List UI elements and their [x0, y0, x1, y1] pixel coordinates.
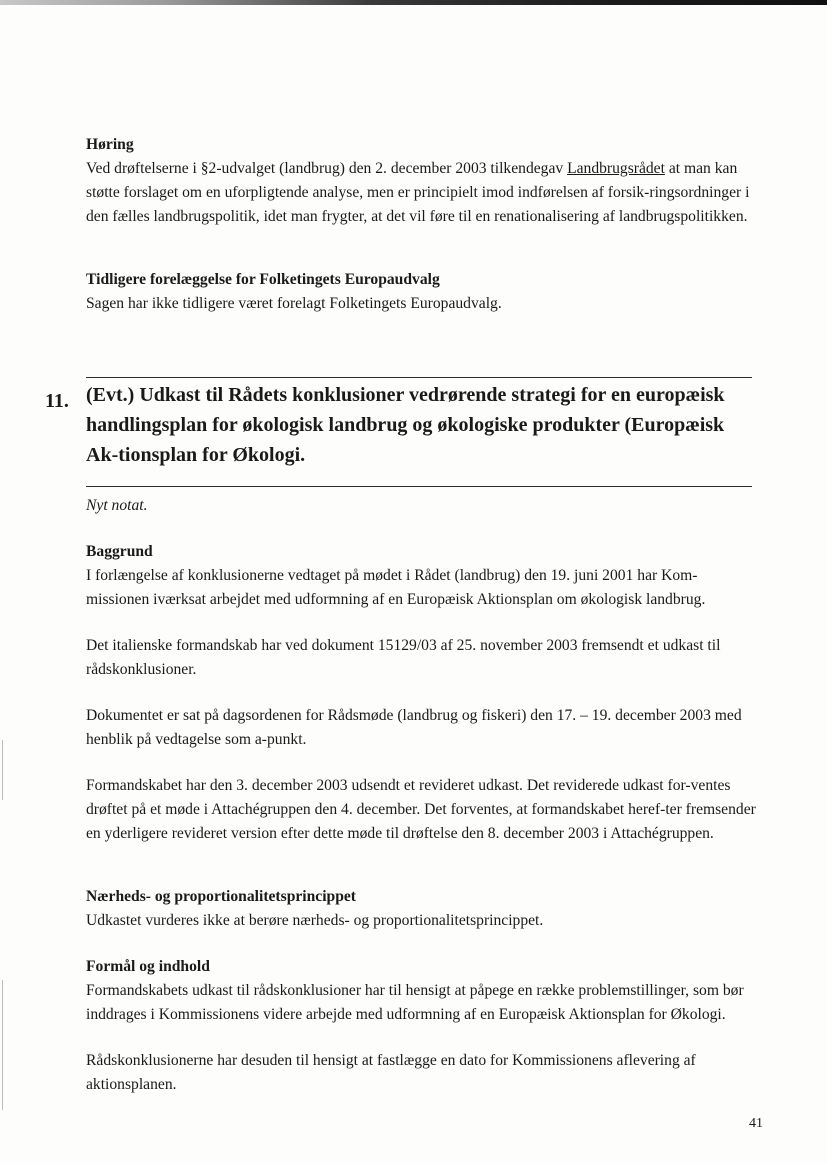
paragraph: Det italienske formandskab har ved dokument 15129/03 af 25. november 2003 fremsendt et udkast til rådskonklusioner.	[86, 637, 721, 678]
item-title-block	[86, 380, 756, 470]
scan-margin-mark	[2, 980, 3, 1110]
section-heading: Formål og indhold	[86, 958, 210, 975]
section-text	[86, 157, 756, 229]
organisation-link-text: Landbrugsrådet	[567, 160, 665, 177]
page-number: 41	[749, 1116, 763, 1131]
paragraph: Rådskonklusionerne har desuden til hensigt at fastlægge en dato for Kommissionens aflevering af aktionsplanen.	[86, 1052, 696, 1093]
section-heading: Tidligere forelæggelse for Folketingets Europaudvalg	[86, 271, 440, 288]
section-text: Udkastet vurderes ikke at berøre nærheds- og proportionalitetsprincippet.	[86, 912, 544, 929]
paragraph: I forlængelse af konklusionerne vedtaget på mødet i Rådet (landbrug) den 19. juni 2001 har Kom-missionen iværksat arbejdet med udformning af en Europæisk Aktionsplan om økologisk landbrug.	[86, 567, 706, 608]
section-formaal	[86, 955, 756, 1097]
text-segment: Ved drøftelserne i §2-udvalget (landbrug) den 2. december 2003 tilkendegav	[86, 160, 568, 177]
paragraph: Dokumentet er sat på dagsordenen for Rådsmøde (landbrug og fiskeri) den 17. – 19. december 2003 med henblik på vedtagelse som a-punkt.	[86, 707, 742, 748]
item-title: (Evt.) Udkast til Rådets konklusioner vedrørende strategi for en europæisk handlingsplan for økologisk landbrug og økologiske produkter (Europæisk Ak-tionsplan for Økologi.	[86, 384, 725, 466]
text-segment: at man kan støtte forslaget om en uforpligtende analyse, men er principielt imod indførelsen af forsik-ringsordninger i den fælles landbrugspolitik, idet man frygter, at det vil føre til en renationalisering af landbrugspolitikken.	[86, 160, 750, 225]
section-tidligere	[86, 268, 756, 316]
item-note: Nyt notat.	[86, 497, 148, 514]
paragraph: Formandskabets udkast til rådskonklusioner har til hensigt at påpege en række problemstillinger, som bør inddrages i Kommissionens videre arbejde med udformning af en Europæisk Aktionsplan for Økologi.	[86, 982, 744, 1023]
scan-edge	[0, 0, 827, 5]
item-number: 11.	[45, 390, 69, 412]
scan-margin-mark	[2, 740, 3, 800]
section-heading: Baggrund	[86, 543, 153, 560]
divider-bottom	[86, 486, 752, 487]
section-heading: Høring	[86, 136, 134, 153]
section-hoering	[86, 133, 756, 229]
section-text: Sagen har ikke tidligere været forelagt Folketingets Europaudvalg.	[86, 295, 502, 312]
section-heading: Nærheds- og proportionalitetsprincippet	[86, 888, 357, 905]
divider-top	[86, 377, 752, 378]
section-baggrund	[86, 540, 756, 846]
item-note-block	[86, 494, 756, 518]
section-naerhed	[86, 885, 756, 933]
paragraph: Formandskabet har den 3. december 2003 udsendt et revideret udkast. Det reviderede udkast for-ventes drøftet på et møde i Attachégruppen den 4. december. Det forventes, at formandskabet heref-ter fremsender en yderligere revideret version efter dette møde til drøftelse den 8. december 2003 i Attachégruppen.	[86, 777, 756, 842]
